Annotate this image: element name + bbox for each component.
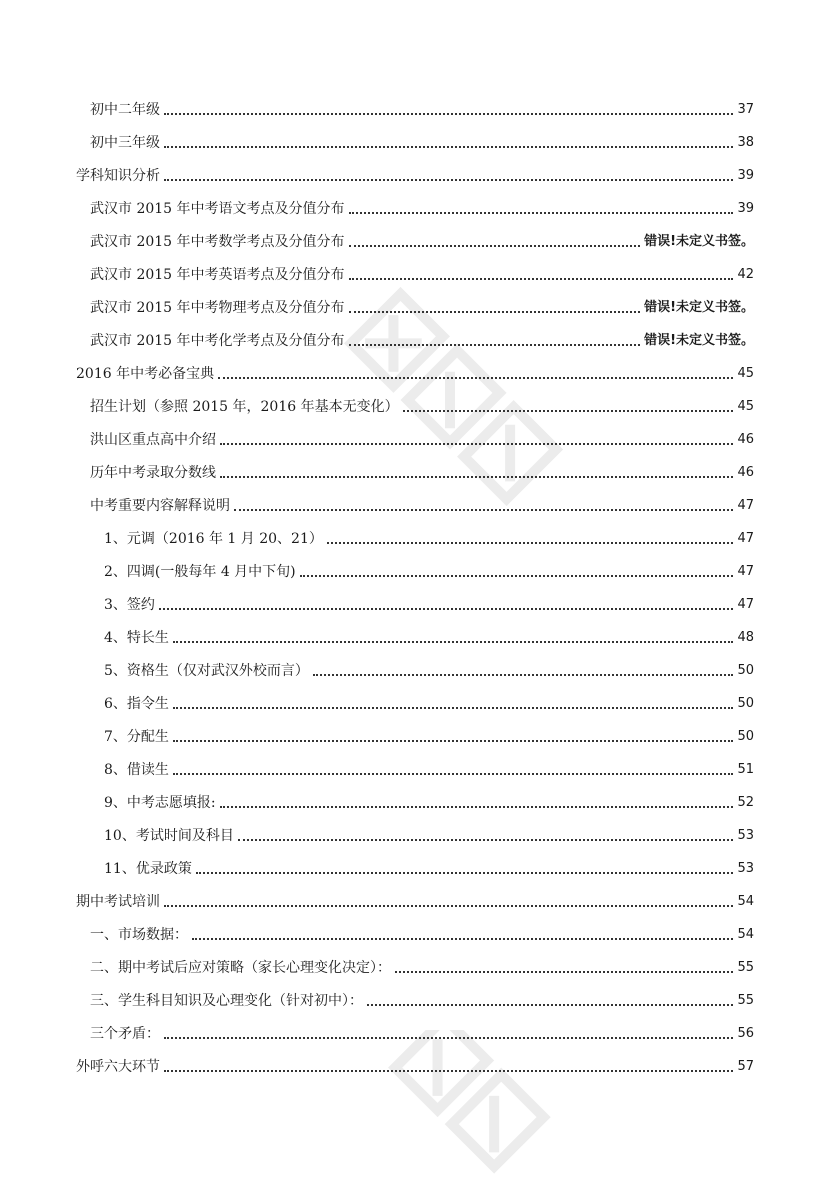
toc-entry-2[interactable]: [76, 162, 754, 186]
toc-dot-leader: [367, 1004, 733, 1006]
toc-entry-title: 8、借读生: [104, 762, 169, 778]
toc-entry-page: 54: [737, 894, 754, 909]
toc-entry-page: 47: [737, 564, 754, 579]
toc-entry-page: 50: [737, 696, 754, 711]
toc-entry-29[interactable]: [76, 1053, 754, 1077]
toc-dot-leader: [234, 509, 733, 511]
toc-entry-page: 51: [737, 762, 754, 777]
toc-dot-leader: [395, 971, 733, 973]
toc-entry-page: 56: [737, 1026, 754, 1041]
toc-dot-leader: [173, 641, 734, 643]
toc-entry-12[interactable]: [90, 492, 754, 516]
toc-dot-leader: [164, 1037, 733, 1039]
toc-entry-22[interactable]: [104, 822, 754, 846]
toc-dot-leader: [300, 575, 734, 577]
toc-dot-leader: [349, 278, 734, 280]
toc-entry-title: 武汉市 2015 年中考物理考点及分值分布: [90, 300, 345, 316]
toc-dot-leader: [173, 740, 734, 742]
toc-entry-page: 38: [737, 135, 754, 150]
toc-entry-25[interactable]: [90, 921, 754, 945]
toc-entry-title: 学科知识分析: [76, 168, 160, 184]
toc-entry-title: 期中考试培训: [76, 894, 160, 910]
toc-entry-page: 55: [737, 993, 754, 1008]
toc-entry-title: 9、中考志愿填报:: [104, 795, 216, 811]
toc-entry-title: 武汉市 2015 年中考英语考点及分值分布: [90, 267, 345, 283]
toc-entry-8[interactable]: [76, 360, 754, 384]
toc-entry-page: 48: [737, 630, 754, 645]
toc-dot-leader: [218, 377, 733, 379]
toc-dot-leader: [220, 476, 733, 478]
toc-entry-13[interactable]: [104, 525, 754, 549]
toc-entry-24[interactable]: [76, 888, 754, 912]
toc-entry-title: 2、四调(一般每年 4 月中下旬): [104, 564, 296, 580]
toc-dot-leader: [164, 146, 733, 148]
toc-entry-page: 55: [737, 960, 754, 975]
toc-entry-3[interactable]: [90, 195, 754, 219]
toc-entry-page: 42: [737, 267, 754, 282]
toc-entry-title: 7、分配生: [104, 729, 169, 745]
toc-dot-leader: [173, 707, 734, 709]
toc-dot-leader: [220, 443, 733, 445]
toc-entry-14[interactable]: [104, 558, 754, 582]
toc-entry-title: 一、市场数据：: [90, 927, 188, 943]
toc-entry-5[interactable]: [90, 261, 754, 285]
toc-entry-title: 洪山区重点高中介绍: [90, 432, 216, 448]
toc-entry-page: 39: [737, 201, 754, 216]
toc-entry-page: 37: [737, 102, 754, 117]
toc-entry-title: 二、期中考试后应对策略（家长心理变化决定）：: [90, 960, 391, 976]
toc-dot-leader: [238, 839, 734, 841]
toc-entry-15[interactable]: [104, 591, 754, 615]
toc-entry-page: 45: [737, 399, 754, 414]
toc-entry-page: 50: [737, 663, 754, 678]
toc-entry-title: 武汉市 2015 年中考化学考点及分值分布: [90, 333, 345, 349]
toc-entry-7[interactable]: [90, 327, 754, 351]
toc-entry-page: 53: [737, 828, 754, 843]
toc-entry-title: 6、指令生: [104, 696, 169, 712]
toc-entry-title: 三个矛盾：: [90, 1026, 160, 1042]
toc-entry-28[interactable]: [90, 1020, 754, 1044]
toc-entry-title: 三、学生科目知识及心理变化（针对初中）：: [90, 993, 363, 1009]
toc-dot-leader: [220, 806, 734, 808]
toc-entry-16[interactable]: [104, 624, 754, 648]
toc-dot-leader: [349, 311, 641, 313]
toc-dot-leader: [403, 410, 734, 412]
toc-entry-18[interactable]: [104, 690, 754, 714]
toc-entry-page-error: 错误!未定义书签。: [644, 333, 754, 348]
toc-entry-page: 47: [737, 498, 754, 513]
toc-dot-leader: [164, 905, 733, 907]
toc-entry-page: 39: [737, 168, 754, 183]
toc-entry-title: 初中三年级: [90, 135, 160, 151]
toc-dot-leader: [349, 245, 641, 247]
toc-entry-23[interactable]: [104, 855, 754, 879]
toc-dot-leader: [313, 674, 734, 676]
toc-dot-leader: [196, 872, 734, 874]
toc-entry-page: 52: [737, 795, 754, 810]
toc-dot-leader: [164, 1070, 733, 1072]
toc-dot-leader: [349, 212, 734, 214]
toc-entry-title: 10、考试时间及科目: [104, 828, 234, 844]
toc-entry-6[interactable]: [90, 294, 754, 318]
toc-dot-leader: [173, 773, 734, 775]
toc-dot-leader: [327, 542, 734, 544]
toc-entry-title: 4、特长生: [104, 630, 169, 646]
toc-dot-leader: [164, 179, 733, 181]
toc-entry-title: 1、元调（2016 年 1 月 20、21）: [104, 531, 323, 547]
toc-entry-page: 46: [737, 465, 754, 480]
toc-entry-page: 50: [737, 729, 754, 744]
toc-entry-1[interactable]: [90, 129, 754, 153]
toc-entry-9[interactable]: [90, 393, 754, 417]
toc-entry-27[interactable]: [90, 987, 754, 1011]
toc-entry-26[interactable]: [90, 954, 754, 978]
toc-entry-4[interactable]: [90, 228, 754, 252]
toc-dot-leader: [349, 344, 641, 346]
toc-entry-title: 武汉市 2015 年中考数学考点及分值分布: [90, 234, 345, 250]
toc-entry-title: 历年中考录取分数线: [90, 465, 216, 481]
toc-entry-title: 初中二年级: [90, 102, 160, 118]
toc-entry-17[interactable]: [104, 657, 754, 681]
toc-entry-title: 武汉市 2015 年中考语文考点及分值分布: [90, 201, 345, 217]
toc-entry-title: 中考重要内容解释说明: [90, 498, 230, 514]
toc-entry-page: 46: [737, 432, 754, 447]
toc-entry-page: 47: [737, 597, 754, 612]
toc-entry-page: 47: [737, 531, 754, 546]
toc-entry-page-error: 错误!未定义书签。: [644, 300, 754, 315]
toc-entry-10[interactable]: [90, 426, 754, 450]
toc-dot-leader: [159, 608, 734, 610]
toc-entry-page: 45: [737, 366, 754, 381]
toc-entry-21[interactable]: [104, 789, 754, 813]
toc-entry-title: 11、优录政策: [104, 861, 192, 877]
toc-entry-0[interactable]: [90, 96, 754, 120]
toc-entry-title: 招生计划（参照 2015 年，2016 年基本无变化）: [90, 399, 399, 415]
toc-dot-leader: [164, 113, 733, 115]
toc-entry-page: 57: [737, 1059, 754, 1074]
toc-entry-20[interactable]: [104, 756, 754, 780]
toc-entry-title: 外呼六大环节: [76, 1059, 160, 1075]
toc-entry-19[interactable]: [104, 723, 754, 747]
toc-entry-title: 5、资格生（仅对武汉外校而言）: [104, 663, 309, 679]
toc-entry-11[interactable]: [90, 459, 754, 483]
toc-entry-title: 2016 年中考必备宝典: [76, 366, 215, 382]
toc-entry-title: 3、签约: [104, 597, 155, 613]
toc-entry-page-error: 错误!未定义书签。: [644, 234, 754, 249]
toc-entry-page: 54: [737, 927, 754, 942]
toc-entry-page: 53: [737, 861, 754, 876]
toc-dot-leader: [192, 938, 733, 940]
